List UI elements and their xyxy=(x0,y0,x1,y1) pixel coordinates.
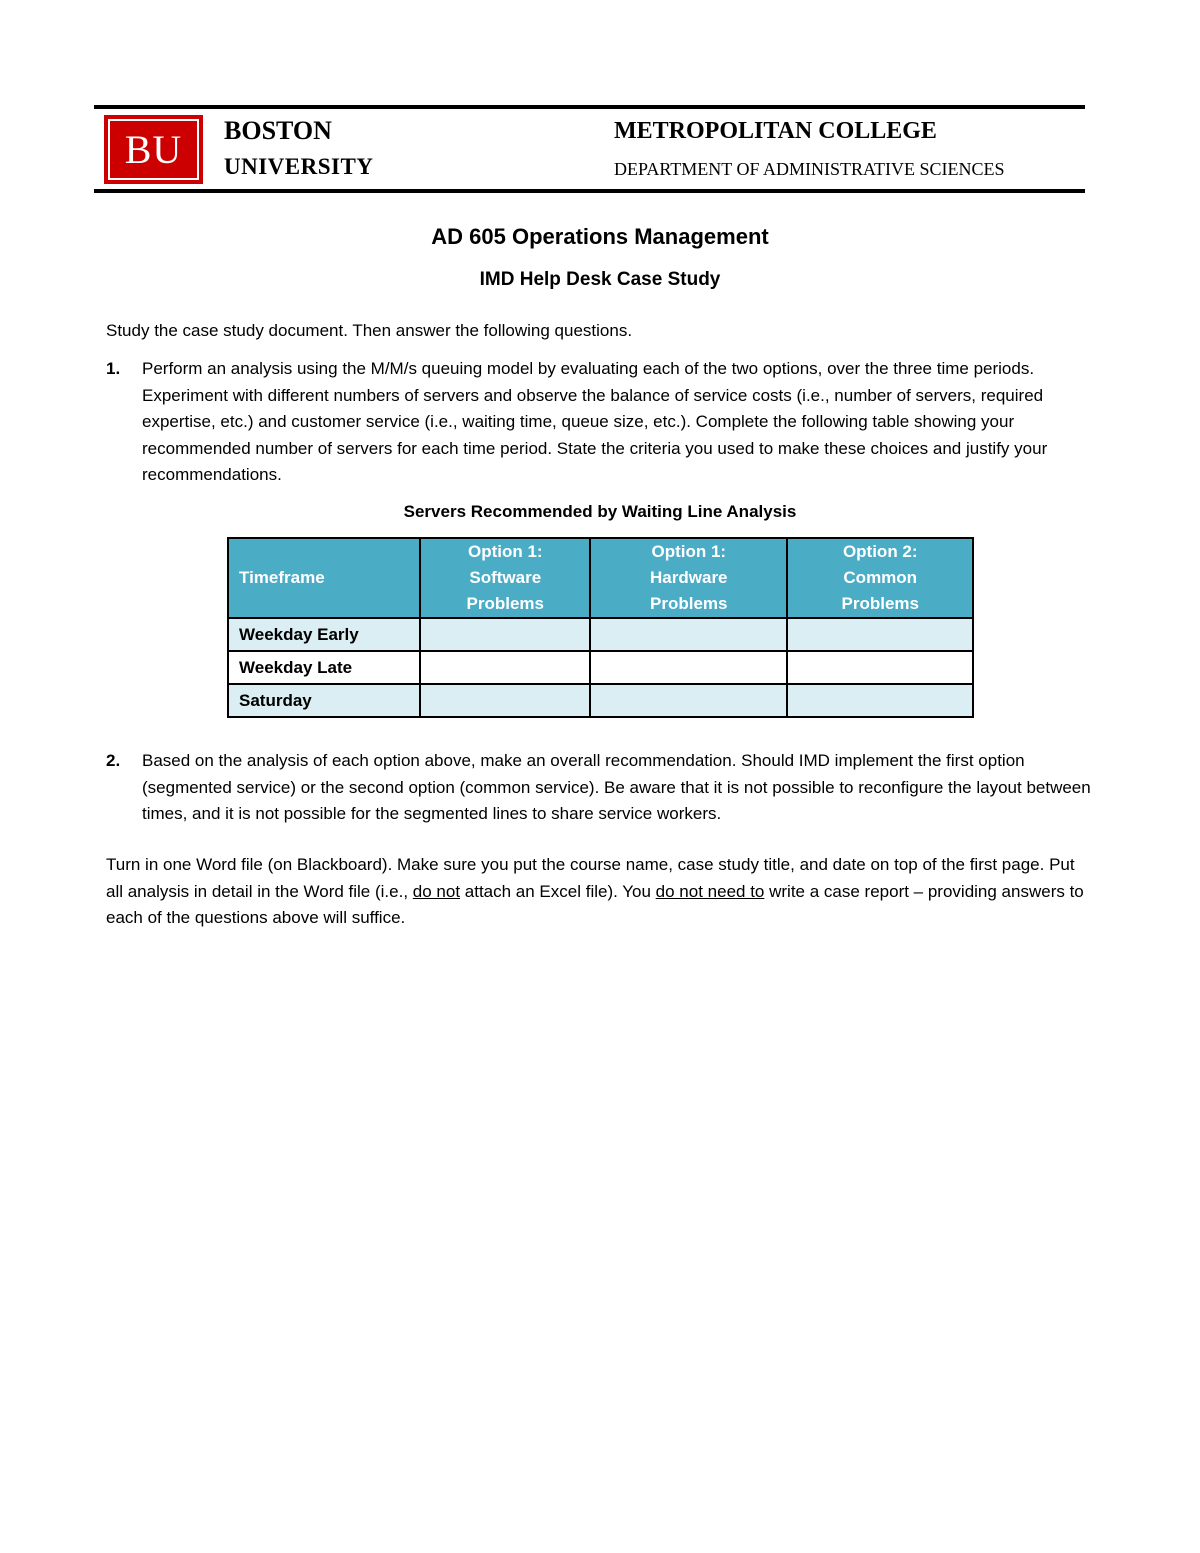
header-line: Option 2: xyxy=(842,542,918,561)
header-line: Software xyxy=(469,568,542,587)
row-option2-common-cell xyxy=(787,618,973,651)
header-option2-common xyxy=(787,538,973,618)
university-name-line1: BOSTON xyxy=(224,116,332,145)
question-1 xyxy=(106,356,1101,489)
intro-text: Study the case study document. Then answer the following questions. xyxy=(106,321,633,340)
header-line: Problems xyxy=(466,594,545,613)
header-bottom-rule xyxy=(94,189,1085,193)
table-row xyxy=(228,651,973,684)
case-title: IMD Help Desk Case Study xyxy=(479,269,721,290)
header-line: Problems xyxy=(841,594,919,613)
header-line: Problems xyxy=(650,594,728,613)
row-option1-hardware-cell xyxy=(590,651,787,684)
table-row xyxy=(228,618,973,651)
closing-underline-do-not: do not xyxy=(412,881,461,901)
bu-logo-text: BU xyxy=(108,119,199,180)
header-line: Option 1: xyxy=(651,542,727,561)
row-option2-common-cell xyxy=(787,651,973,684)
question-1-number: 1. xyxy=(106,359,121,378)
college-name: METROPOLITAN COLLEGE xyxy=(614,118,937,144)
row-timeframe-cell: Weekday Late xyxy=(228,651,420,684)
table-caption: Servers Recommended by Waiting Line Analysis xyxy=(403,502,797,521)
closing-underline-do-not-need-to: do not need to xyxy=(655,881,765,901)
table-header-row xyxy=(228,538,973,618)
header-top-rule xyxy=(94,105,1085,109)
closing-text-part1: Turn in one Word file (on Blackboard). Make sure you put the course name, case study title, and date on top of the first page. Put all analysis in detail in the Word file (i.e., xyxy=(106,855,1075,901)
row-option1-software-cell xyxy=(420,684,590,717)
course-title: AD 605 Operations Management xyxy=(431,224,769,249)
header-line: Hardware xyxy=(650,568,728,587)
university-name-line2: UNIVERSITY xyxy=(224,154,374,179)
row-option2-common-cell xyxy=(787,684,973,717)
row-timeframe-cell: Weekday Early xyxy=(228,618,420,651)
bu-logo xyxy=(104,115,203,184)
closing-text-part2: attach an Excel file). You xyxy=(460,881,656,901)
department-name: DEPARTMENT OF ADMINISTRATIVE SCIENCES xyxy=(614,159,1005,179)
row-option1-hardware-cell xyxy=(590,618,787,651)
row-option1-software-cell xyxy=(420,618,590,651)
question-2-text: Based on the analysis of each option above, make an overall recommendation. Should IMD implement the first option (segmented service) or the second option (common service). Be aware that it is not possible to reconfigure the layout between times, and it is not possible for the segmented lines to share service workers. xyxy=(142,751,1091,823)
header-timeframe: Timeframe xyxy=(228,538,420,618)
header-option1-software xyxy=(420,538,590,618)
closing-instructions xyxy=(106,852,1096,932)
row-timeframe-cell: Saturday xyxy=(228,684,420,717)
row-option1-software-cell xyxy=(420,651,590,684)
question-2-number: 2. xyxy=(106,751,121,770)
header-option1-hardware xyxy=(590,538,787,618)
servers-table xyxy=(227,537,974,718)
table-row xyxy=(228,684,973,717)
closing-text-part3: write a case report – providing answers to each of the questions above will suffice. xyxy=(106,881,1084,927)
header-line: Common xyxy=(843,568,918,587)
question-1-text: Perform an analysis using the M/M/s queuing model by evaluating each of the two options, over the three time periods. Experiment with different numbers of servers and observe the balance of service costs (i.e., number of servers, required expertise, etc.) and customer service (i.e., waiting time, queue size, etc.). Complete the following table showing your recommended number of servers for each time period. State the criteria you used to make these choices and justify your recommendations. xyxy=(142,359,1048,484)
header-line: Option 1: xyxy=(467,542,543,561)
row-option1-hardware-cell xyxy=(590,684,787,717)
question-2 xyxy=(106,748,1101,828)
